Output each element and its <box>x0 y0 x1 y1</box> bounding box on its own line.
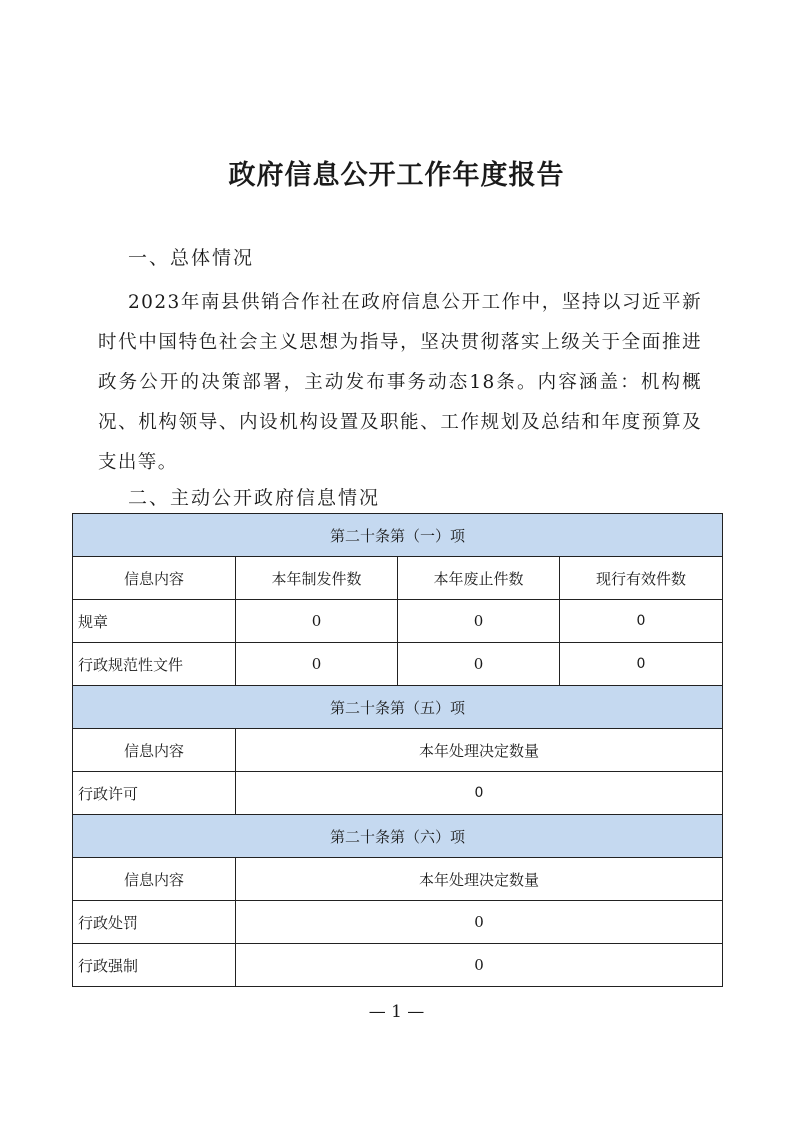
column-header: 本年废止件数 <box>398 557 560 600</box>
table-cell: 0 <box>236 643 398 686</box>
column-header: 本年处理决定数量 <box>236 858 723 901</box>
table-cell: 0 <box>398 643 560 686</box>
column-header: 信息内容 <box>73 858 236 901</box>
table-row <box>73 643 723 686</box>
table-cell: 0 <box>560 600 723 643</box>
table-header-row <box>73 557 723 600</box>
page-title: 政府信息公开工作年度报告 <box>228 160 565 191</box>
column-header: 本年处理决定数量 <box>236 729 723 772</box>
table-row <box>73 944 723 987</box>
table-row <box>73 772 723 815</box>
table-row <box>73 901 723 944</box>
column-header: 信息内容 <box>73 729 236 772</box>
table-header-row <box>73 729 723 772</box>
overview-paragraph: 2023年南县供销合作社在政府信息公开工作中，坚持以习近平新时代中国特色社会主义思想为指导，坚决贯彻落实上级关于全面推进政务公开的决策部署，主动发布事务动态18条。内容涵盖：机构概况、机构领导、内设机构设置及职能、工作规划及总结和年度预算及支出等。 <box>98 292 702 473</box>
column-header: 本年制发件数 <box>236 557 398 600</box>
section-title-item-5: 第二十条第（五）项 <box>73 686 723 729</box>
table-cell: 0 <box>236 901 723 944</box>
row-label: 行政许可 <box>73 772 236 815</box>
table-section-header <box>73 514 723 557</box>
disclosure-table <box>72 513 723 987</box>
table-cell: 0 <box>236 944 723 987</box>
table-section-header <box>73 815 723 858</box>
column-header: 现行有效件数 <box>560 557 723 600</box>
section-heading-active-disclosure: 二、主动公开政府信息情况 <box>128 487 381 509</box>
section-title-item-6: 第二十条第（六）项 <box>73 815 723 858</box>
row-label: 行政强制 <box>73 944 236 987</box>
section-heading-overview: 一、总体情况 <box>128 247 255 269</box>
table-cell: 0 <box>398 600 560 643</box>
table-section-header <box>73 686 723 729</box>
column-header: 信息内容 <box>73 557 236 600</box>
table-header-row <box>73 858 723 901</box>
table-cell: 0 <box>560 643 723 686</box>
table-cell: 0 <box>236 600 398 643</box>
table-row <box>73 600 723 643</box>
section-title-item-1: 第二十条第（一）项 <box>73 514 723 557</box>
row-label: 规章 <box>73 600 236 643</box>
page-number: — 1 — <box>368 1002 425 1022</box>
row-label: 行政规范性文件 <box>73 643 236 686</box>
table-cell: 0 <box>236 772 723 815</box>
row-label: 行政处罚 <box>73 901 236 944</box>
